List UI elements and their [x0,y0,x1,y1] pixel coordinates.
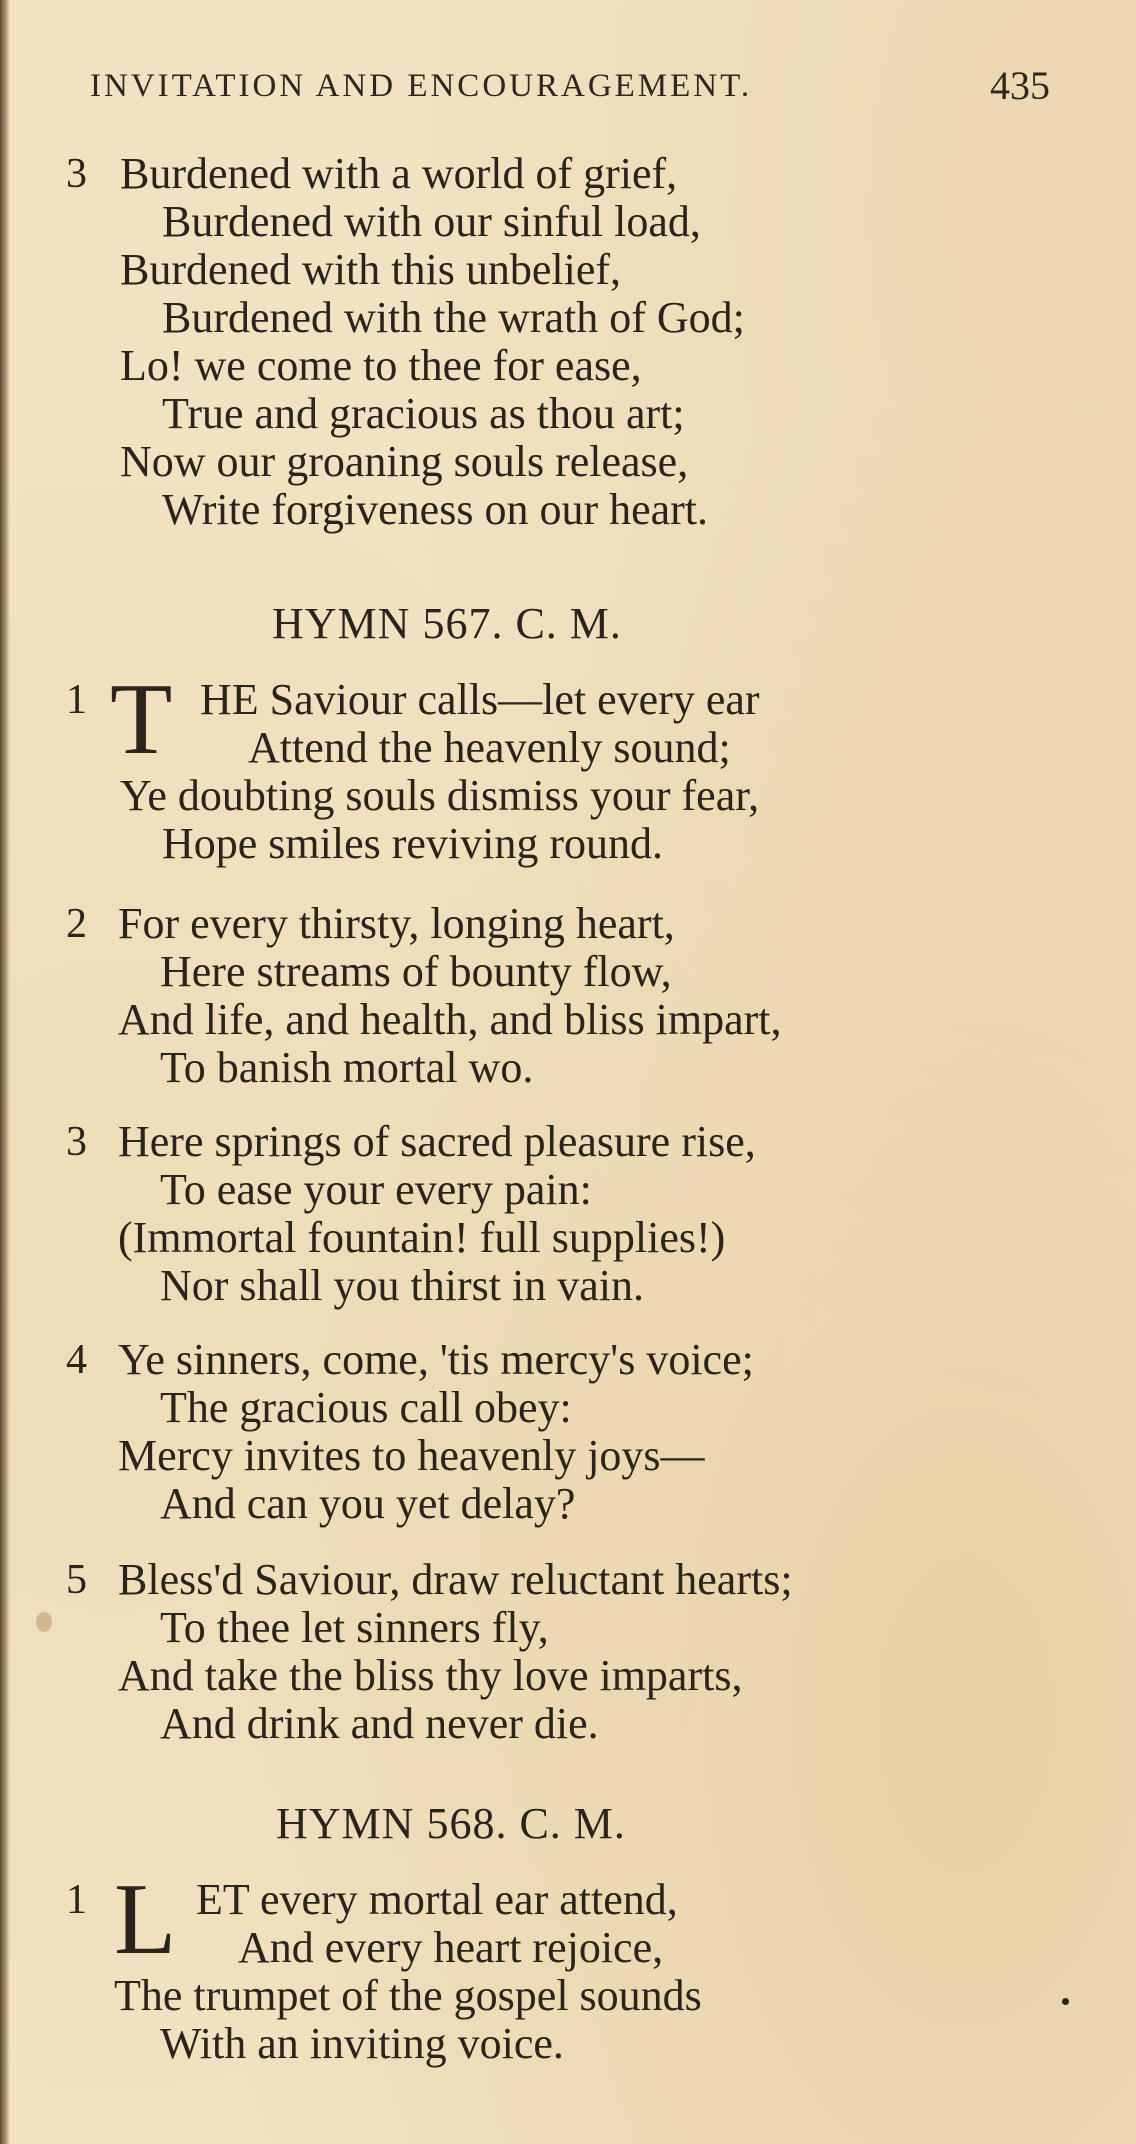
page-header [90,62,1050,112]
verse-line: Mercy invites to heavenly joys— [118,1431,705,1480]
margin-mark [1062,1998,1069,2005]
verse-line: Burdened with our sinful load, [162,197,701,246]
verse-line: And can you yet delay? [160,1479,576,1528]
verse-line: And every heart rejoice, [238,1923,664,1972]
verse-line: (Immortal fountain! full supplies!) [118,1213,726,1262]
verse-line: Here springs of sacred pleasure rise, [118,1117,756,1166]
drop-cap: L [114,1863,177,1976]
verse-line: The trumpet of the gospel sounds [114,1971,702,2020]
verse-line: Burdened with the wrath of God; [162,293,745,342]
verse-line: Ye doubting souls dismiss your fear, [120,771,760,820]
verse-line: Nor shall you thirst in vain. [160,1261,644,1310]
verse-line: ET every mortal ear attend, [196,1875,678,1924]
verse-line: To banish mortal wo. [160,1043,534,1092]
verse-number: 2 [66,901,87,947]
verse-number: 1 [66,677,87,723]
verse-line: HE Saviour calls—let every ear [200,675,760,724]
verse-line: Hope smiles reviving round. [162,819,664,868]
hymn-568-title: HYMN 568. C. M. [276,1799,626,1848]
verse-number: 1 [66,1877,87,1923]
verse-line: Attend the heavenly sound; [248,723,731,772]
verse-number: 5 [66,1557,87,1603]
running-head: INVITATION AND ENCOURAGEMENT. [90,68,753,104]
verse-number: 3 [66,1119,87,1165]
verse-line: Here streams of bounty flow, [160,947,672,996]
verse-line: True and gracious as thou art; [162,389,685,438]
verse-line: And life, and health, and bliss impart, [118,995,782,1044]
verse-line: Burdened with a world of grief, [120,149,678,198]
verse-line: To ease your every pain: [160,1165,592,1214]
verse-line: And take the bliss thy love imparts, [118,1651,743,1700]
verse-line: With an inviting voice. [160,2019,564,2068]
verse-line: Now our groaning souls release, [120,437,689,486]
verse-line: The gracious call obey: [160,1383,572,1432]
verse-line: Bless'd Saviour, draw reluctant hearts; [118,1555,793,1604]
verse-line: Lo! we come to thee for ease, [120,341,642,390]
hymn-567-title: HYMN 567. C. M. [272,599,622,648]
verse-line: For every thirsty, longing heart, [118,899,675,948]
page-binding-edge [0,0,10,2144]
verse-line: To thee let sinners fly, [160,1603,549,1652]
verse-number: 3 [66,151,87,197]
verse-line: Burdened with this unbelief, [120,245,622,294]
verse-line: Write forgiveness on our heart. [162,485,709,534]
verse-line: Ye sinners, come, 'tis mercy's voice; [118,1335,754,1384]
verse-number: 4 [66,1337,87,1383]
verse-line: And drink and never die. [160,1699,599,1748]
paper-stain [36,1612,52,1632]
page-number: 435 [990,63,1050,108]
drop-cap: T [110,663,173,776]
